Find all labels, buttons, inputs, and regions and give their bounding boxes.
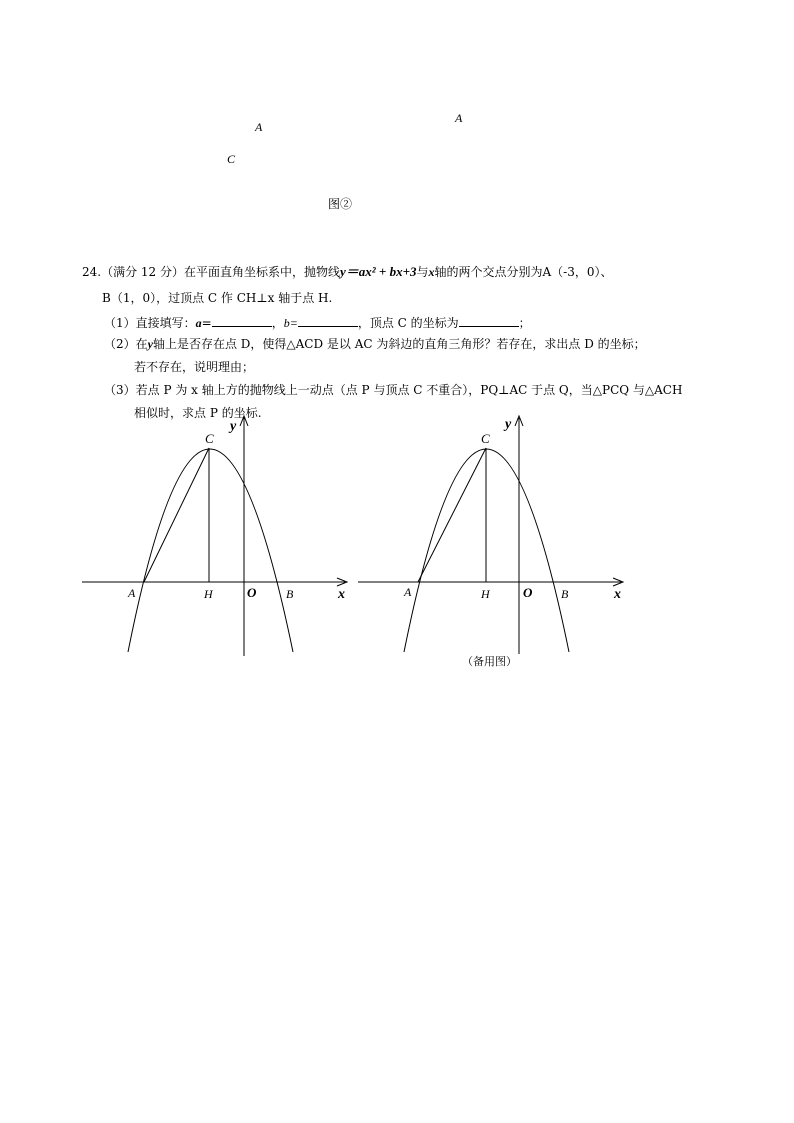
header-prefix: .（满分 12 分）在平面直角坐标系中，抛物线: [97, 265, 340, 279]
q1-eq1: =: [201, 316, 212, 330]
question-3-line2: 相似时，求点 P 的坐标.: [134, 406, 262, 420]
segment-ac: [418, 448, 486, 582]
q2-prefix: （2）在: [104, 337, 148, 351]
q1-prefix: （1）直接填写：: [104, 316, 196, 330]
problem-line2: B（1，0），过顶点 C 作 CH⊥x 轴于点 H.: [102, 291, 333, 305]
label-x: x: [614, 587, 621, 602]
label-h-fig: H: [481, 587, 490, 601]
label-o-fig: O: [247, 585, 257, 600]
label-c-fig: C: [205, 431, 214, 446]
label-x: x: [338, 587, 345, 602]
figure-right: [358, 416, 623, 668]
label-a-right: A: [455, 111, 463, 125]
q1-b: b=: [283, 316, 298, 330]
equation: y＝ax² + bx+3: [340, 264, 417, 279]
label-c: C: [227, 152, 236, 166]
label-h-fig: H: [204, 587, 213, 601]
q2-y: y: [147, 337, 153, 351]
q1-mid: ，顶点 C 的坐标为: [357, 316, 459, 330]
figure-left: [82, 416, 347, 656]
question-3: （3）若点 P 为 x 轴上方的抛物线上一动点（点 P 与顶点 C 不重合），PQ⊥AC 于点 Q，当△PCQ 与△ACH: [104, 383, 683, 397]
label-b-fig: B: [286, 587, 294, 601]
label-c-fig: C: [481, 431, 490, 446]
label-a-fig: A: [404, 585, 412, 599]
problem-number: 24: [82, 265, 98, 279]
label-y: y: [230, 419, 237, 434]
segment-ac: [144, 448, 209, 582]
header-suffix: 与: [416, 265, 429, 279]
q1-a: a: [195, 316, 202, 330]
question-2-line2: 若不存在，说明理由；: [134, 360, 255, 374]
backup-figure-caption: （备用图）: [462, 656, 517, 668]
x-letter: x: [428, 265, 435, 279]
header-tail: 轴的两个交点分别为: [434, 265, 543, 279]
parabola: [128, 449, 293, 652]
figure-caption: 图②: [328, 197, 353, 211]
label-a-left: A: [255, 120, 263, 134]
label-y: y: [505, 417, 512, 432]
label-b-fig: B: [561, 587, 569, 601]
label-a-fig: A: [128, 586, 136, 600]
q2-line1: 轴上是否存在点 D，使得△ACD 是以 AC 为斜边的直角三角形？若存在，求出点 D 的坐标；: [152, 337, 646, 351]
label-o-fig: O: [523, 585, 533, 600]
point-a: A（-3，0）、: [542, 265, 613, 279]
q1-end: ；: [518, 316, 531, 330]
q1-sep: ，: [271, 316, 284, 330]
